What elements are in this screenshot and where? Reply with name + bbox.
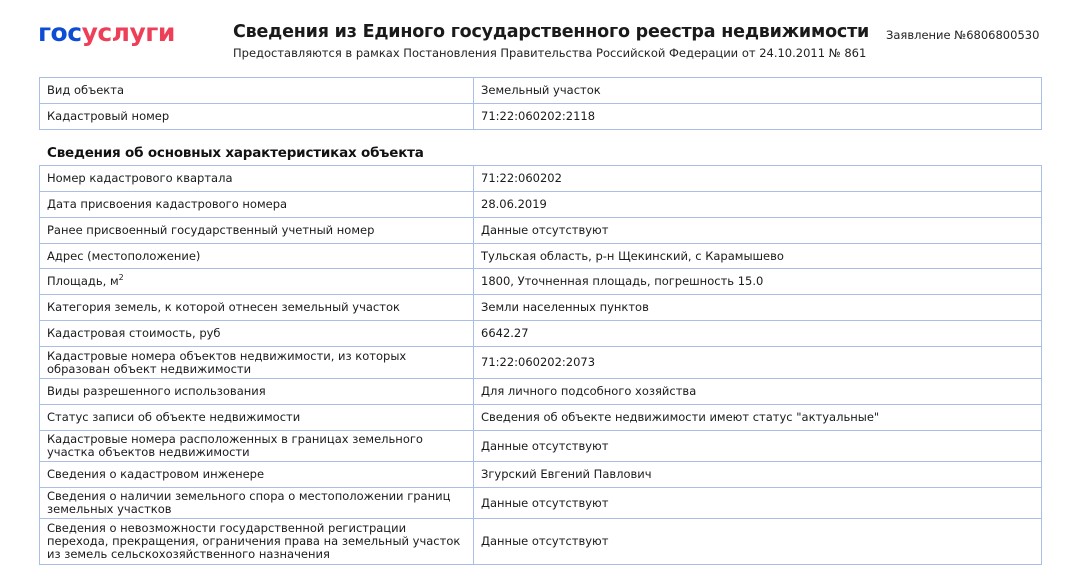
table-row bbox=[40, 295, 1042, 321]
row-value: 1800, Уточненная площадь, погрешность 15.0 bbox=[474, 269, 1042, 295]
row-key: Сведения о невозможности государственной регистрации перехода, прекращения, ограничения права на земельный участок из земель сельскохозяйственного назначения bbox=[40, 519, 474, 565]
row-key: Кадастровая стоимость, руб bbox=[40, 321, 474, 347]
row-value: Земельный участок bbox=[474, 78, 1042, 104]
row-value: Для личного подсобного хозяйства bbox=[474, 379, 1042, 405]
row-key: Кадастровые номера расположенных в границах земельного участка объектов недвижимости bbox=[40, 431, 474, 462]
row-key: Виды разрешенного использования bbox=[40, 379, 474, 405]
table-row bbox=[40, 218, 1042, 244]
row-value: 71:22:060202:2118 bbox=[474, 104, 1042, 130]
row-key: Адрес (местоположение) bbox=[40, 244, 474, 269]
row-value: 28.06.2019 bbox=[474, 192, 1042, 218]
table-row bbox=[40, 431, 1042, 462]
table-row bbox=[40, 244, 1042, 269]
section-title: Сведения об основных характеристиках объекта bbox=[47, 145, 424, 161]
document-subtitle: Предоставляются в рамках Постановления Правительства Российской Федерации от 24.10.2011 № 861 bbox=[233, 46, 867, 60]
row-value: Земли населенных пунктов bbox=[474, 295, 1042, 321]
document-title: Сведения из Единого государственного реестра недвижимости bbox=[233, 22, 870, 42]
table-row bbox=[40, 405, 1042, 431]
row-value: 6642.27 bbox=[474, 321, 1042, 347]
application-number: Заявление №6806800530 bbox=[886, 28, 1040, 42]
row-key: Сведения о наличии земельного спора о местоположении границ земельных участков bbox=[40, 488, 474, 519]
table-row bbox=[40, 379, 1042, 405]
table-row bbox=[40, 104, 1042, 130]
table-row bbox=[40, 488, 1042, 519]
row-value: Данные отсутствуют bbox=[474, 488, 1042, 519]
row-key: Кадастровые номера объектов недвижимости, из которых образован объект недвижимости bbox=[40, 347, 474, 379]
row-key: Сведения о кадастровом инженере bbox=[40, 462, 474, 488]
logo-part-uslugi: услуги bbox=[81, 18, 175, 47]
row-key: Категория земель, к которой отнесен земельный участок bbox=[40, 295, 474, 321]
row-key: Номер кадастрового квартала bbox=[40, 166, 474, 192]
row-value: Данные отсутствуют bbox=[474, 431, 1042, 462]
table-row bbox=[40, 462, 1042, 488]
row-key: Ранее присвоенный государственный учетный номер bbox=[40, 218, 474, 244]
row-value: 71:22:060202 bbox=[474, 166, 1042, 192]
row-key: Дата присвоения кадастрового номера bbox=[40, 192, 474, 218]
row-key: Статус записи об объекте недвижимости bbox=[40, 405, 474, 431]
row-value: Згурский Евгений Павлович bbox=[474, 462, 1042, 488]
area-unit-superscript: 2 bbox=[118, 273, 124, 283]
row-value: Сведения об объекте недвижимости имеют статус "актуальные" bbox=[474, 405, 1042, 431]
row-key: Кадастровый номер bbox=[40, 104, 474, 130]
logo-part-gos: гос bbox=[38, 18, 82, 47]
table-row bbox=[40, 78, 1042, 104]
table-row bbox=[40, 321, 1042, 347]
gosuslugi-logo bbox=[38, 18, 175, 48]
row-value: Данные отсутствуют bbox=[474, 218, 1042, 244]
table-row bbox=[40, 269, 1042, 295]
row-value: 71:22:060202:2073 bbox=[474, 347, 1042, 379]
row-value: Тульская область, р-н Щекинский, с Карамышево bbox=[474, 244, 1042, 269]
row-key: Вид объекта bbox=[40, 78, 474, 104]
object-summary-table bbox=[39, 77, 1042, 130]
area-label: Площадь, м bbox=[47, 274, 119, 288]
row-key-area bbox=[40, 269, 474, 295]
row-value: Данные отсутствуют bbox=[474, 519, 1042, 565]
table-row bbox=[40, 192, 1042, 218]
table-row bbox=[40, 347, 1042, 379]
table-row bbox=[40, 166, 1042, 192]
characteristics-table bbox=[39, 165, 1042, 565]
table-row bbox=[40, 519, 1042, 565]
